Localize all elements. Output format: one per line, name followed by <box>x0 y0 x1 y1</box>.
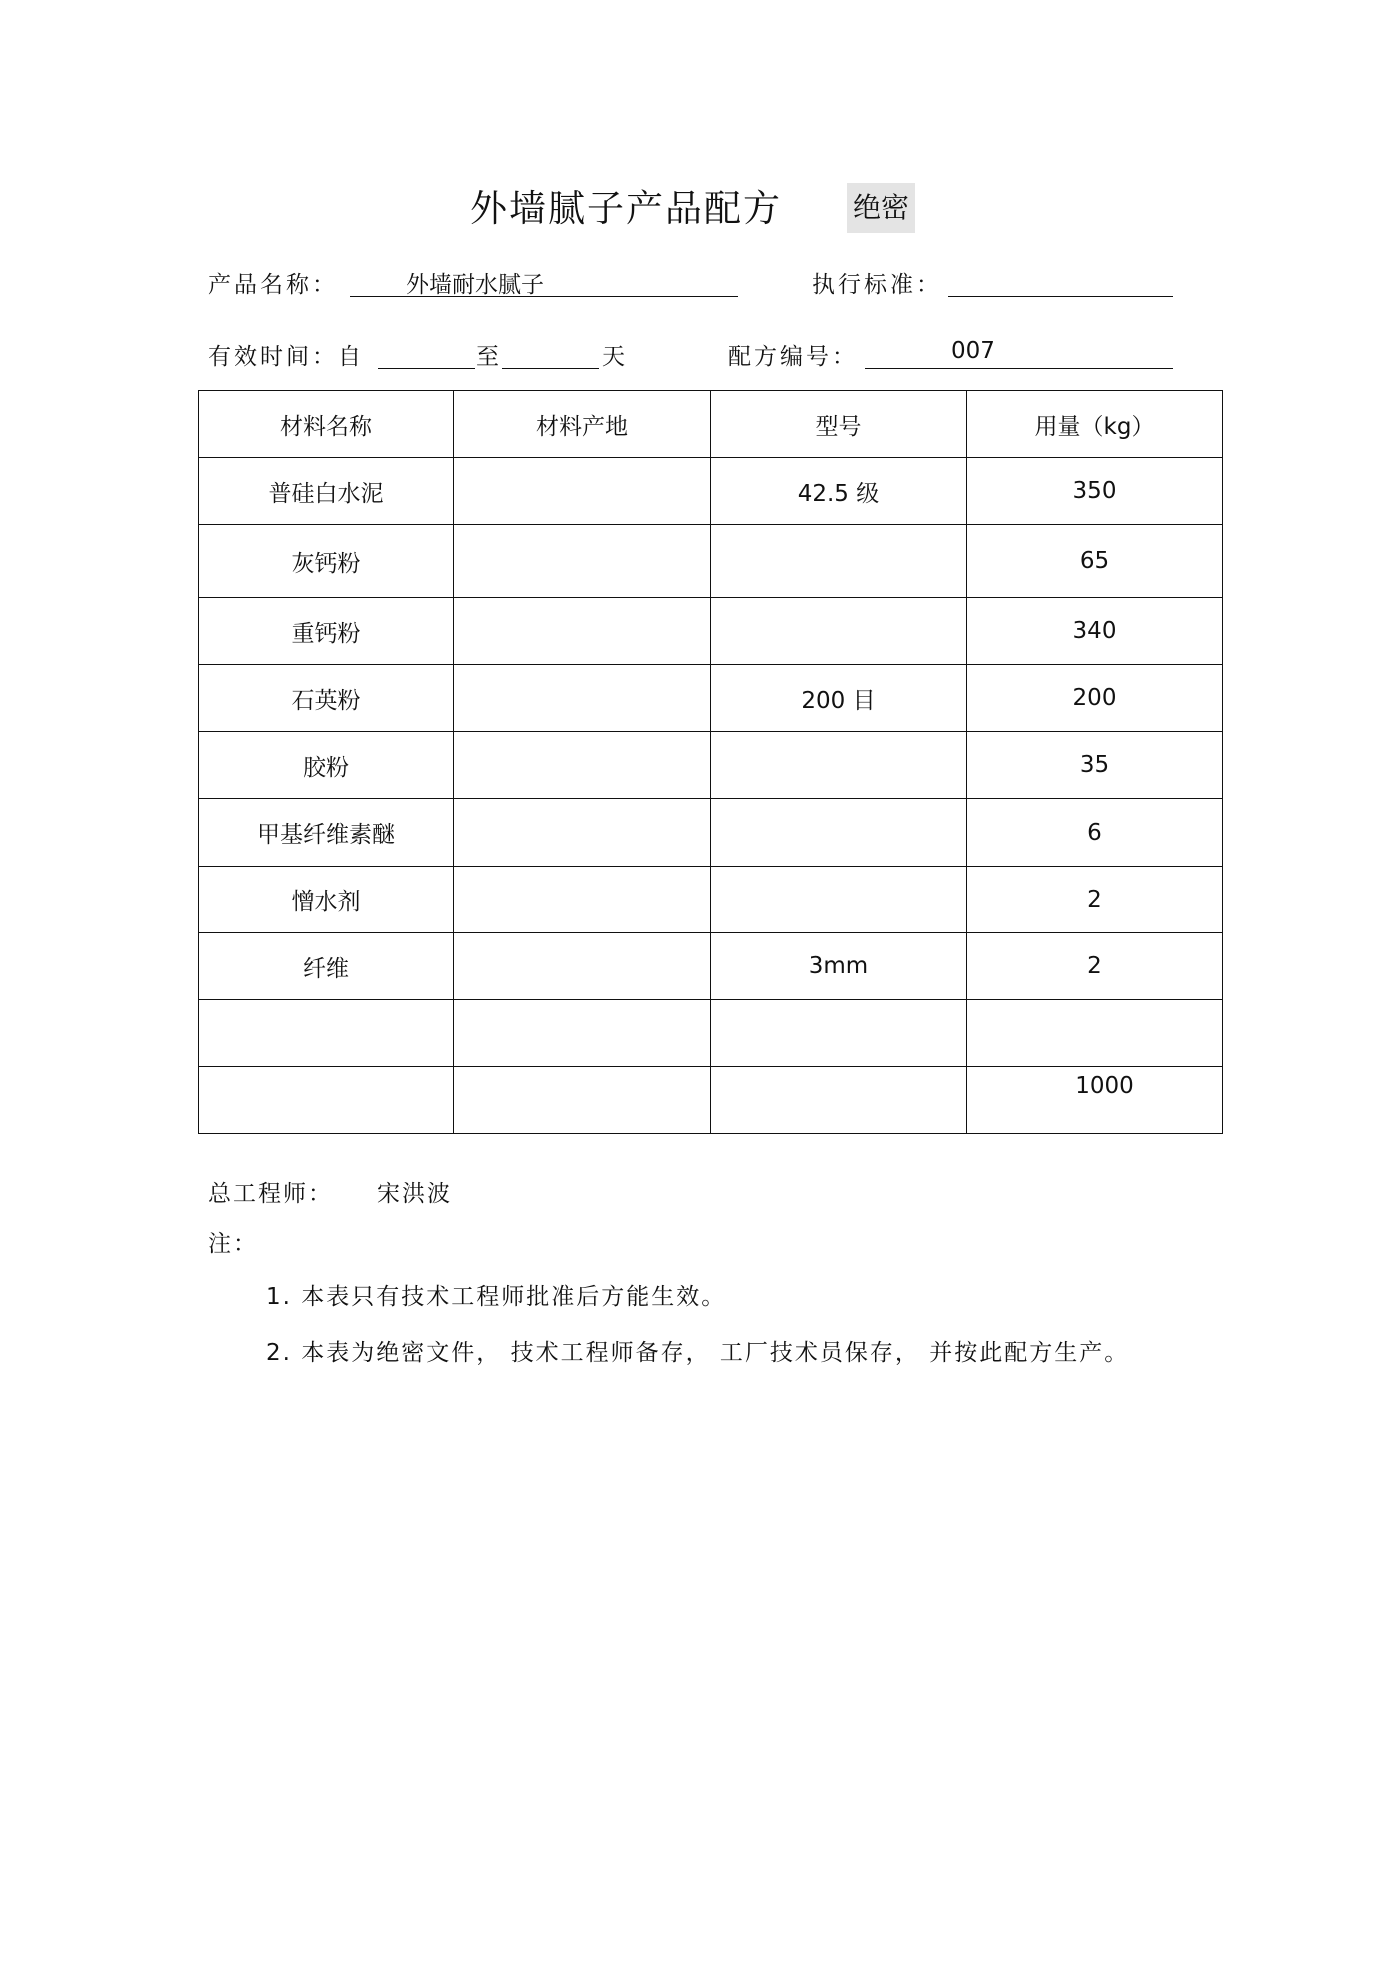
table-total-row <box>199 1067 1223 1134</box>
formula-no-label: 配方编号： <box>728 344 858 370</box>
table-row <box>199 933 1223 1000</box>
note-item: 1. 本表只有技术工程师批准后方能生效。 <box>266 1284 727 1310</box>
table-header-row <box>199 391 1223 458</box>
cell-model <box>711 598 967 665</box>
header-amount: 用量（kg） <box>967 391 1223 458</box>
note-item: 2. 本表为绝密文件， 技术工程师备存， 工厂技术员保存， 并按此配方生产。 <box>266 1340 1130 1366</box>
cell-model <box>711 799 967 867</box>
standard-label: 执行标准： <box>812 272 942 298</box>
cell-material: 胶粉 <box>199 732 454 799</box>
header-model: 型号 <box>711 391 967 458</box>
cell-material: 普硅白水泥 <box>199 458 454 525</box>
cell-material: 憎水剂 <box>199 867 454 933</box>
cell-amount: 350 <box>967 458 1223 525</box>
formula-table <box>198 390 1223 1134</box>
cell-total-amount: 1000 <box>967 1067 1223 1134</box>
cell-material: 重钙粉 <box>199 598 454 665</box>
cell-amount <box>967 1000 1223 1067</box>
cell-origin <box>454 665 711 732</box>
valid-time-label: 有效时间：自 <box>208 344 364 370</box>
cell-origin <box>454 1067 711 1134</box>
cell-origin <box>454 867 711 933</box>
cell-model <box>711 1000 967 1067</box>
engineer-name: 宋洪波 <box>377 1181 452 1207</box>
cell-origin <box>454 732 711 799</box>
table-row <box>199 799 1223 867</box>
cell-amount: 340 <box>967 598 1223 665</box>
cell-model: 42.5 级 <box>711 458 967 525</box>
table-row <box>199 665 1223 732</box>
header-material-origin: 材料产地 <box>454 391 711 458</box>
cell-origin <box>454 799 711 867</box>
table-row <box>199 1000 1223 1067</box>
table-row <box>199 525 1223 598</box>
cell-origin <box>454 525 711 598</box>
cell-origin <box>454 458 711 525</box>
table-row <box>199 458 1223 525</box>
confidential-badge: 绝密 <box>847 183 915 233</box>
table-row <box>199 598 1223 665</box>
valid-from-field <box>378 338 475 369</box>
product-name-field <box>350 266 738 297</box>
product-name-label: 产品名称： <box>208 272 338 298</box>
valid-to-label: 至 <box>476 344 502 370</box>
cell-material: 甲基纤维素醚 <box>199 799 454 867</box>
cell-material: 石英粉 <box>199 665 454 732</box>
cell-model: 200 目 <box>711 665 967 732</box>
page-title: 外墙腻子产品配方 <box>470 187 782 230</box>
formula-no-value: 007 <box>951 338 995 364</box>
cell-material: 灰钙粉 <box>199 525 454 598</box>
header-material-name: 材料名称 <box>199 391 454 458</box>
cell-amount: 200 <box>967 665 1223 732</box>
table-row <box>199 867 1223 933</box>
table-row <box>199 732 1223 799</box>
notes-label: 注： <box>208 1231 258 1257</box>
cell-amount: 65 <box>967 525 1223 598</box>
valid-to-field <box>502 338 599 369</box>
cell-amount: 2 <box>967 933 1223 1000</box>
cell-model <box>711 732 967 799</box>
valid-day-label: 天 <box>602 344 628 370</box>
cell-origin <box>454 933 711 1000</box>
formula-no-field <box>865 338 1173 369</box>
cell-model: 3mm <box>711 933 967 1000</box>
cell-amount: 6 <box>967 799 1223 867</box>
cell-model <box>711 867 967 933</box>
cell-amount: 35 <box>967 732 1223 799</box>
engineer-label: 总工程师： <box>208 1181 333 1207</box>
cell-material <box>199 1067 454 1134</box>
product-name-value: 外墙耐水腻子 <box>406 272 544 298</box>
cell-material <box>199 1000 454 1067</box>
cell-model <box>711 1067 967 1134</box>
cell-model <box>711 525 967 598</box>
cell-origin <box>454 1000 711 1067</box>
cell-origin <box>454 598 711 665</box>
cell-amount: 2 <box>967 867 1223 933</box>
standard-field <box>948 266 1173 297</box>
cell-material: 纤维 <box>199 933 454 1000</box>
